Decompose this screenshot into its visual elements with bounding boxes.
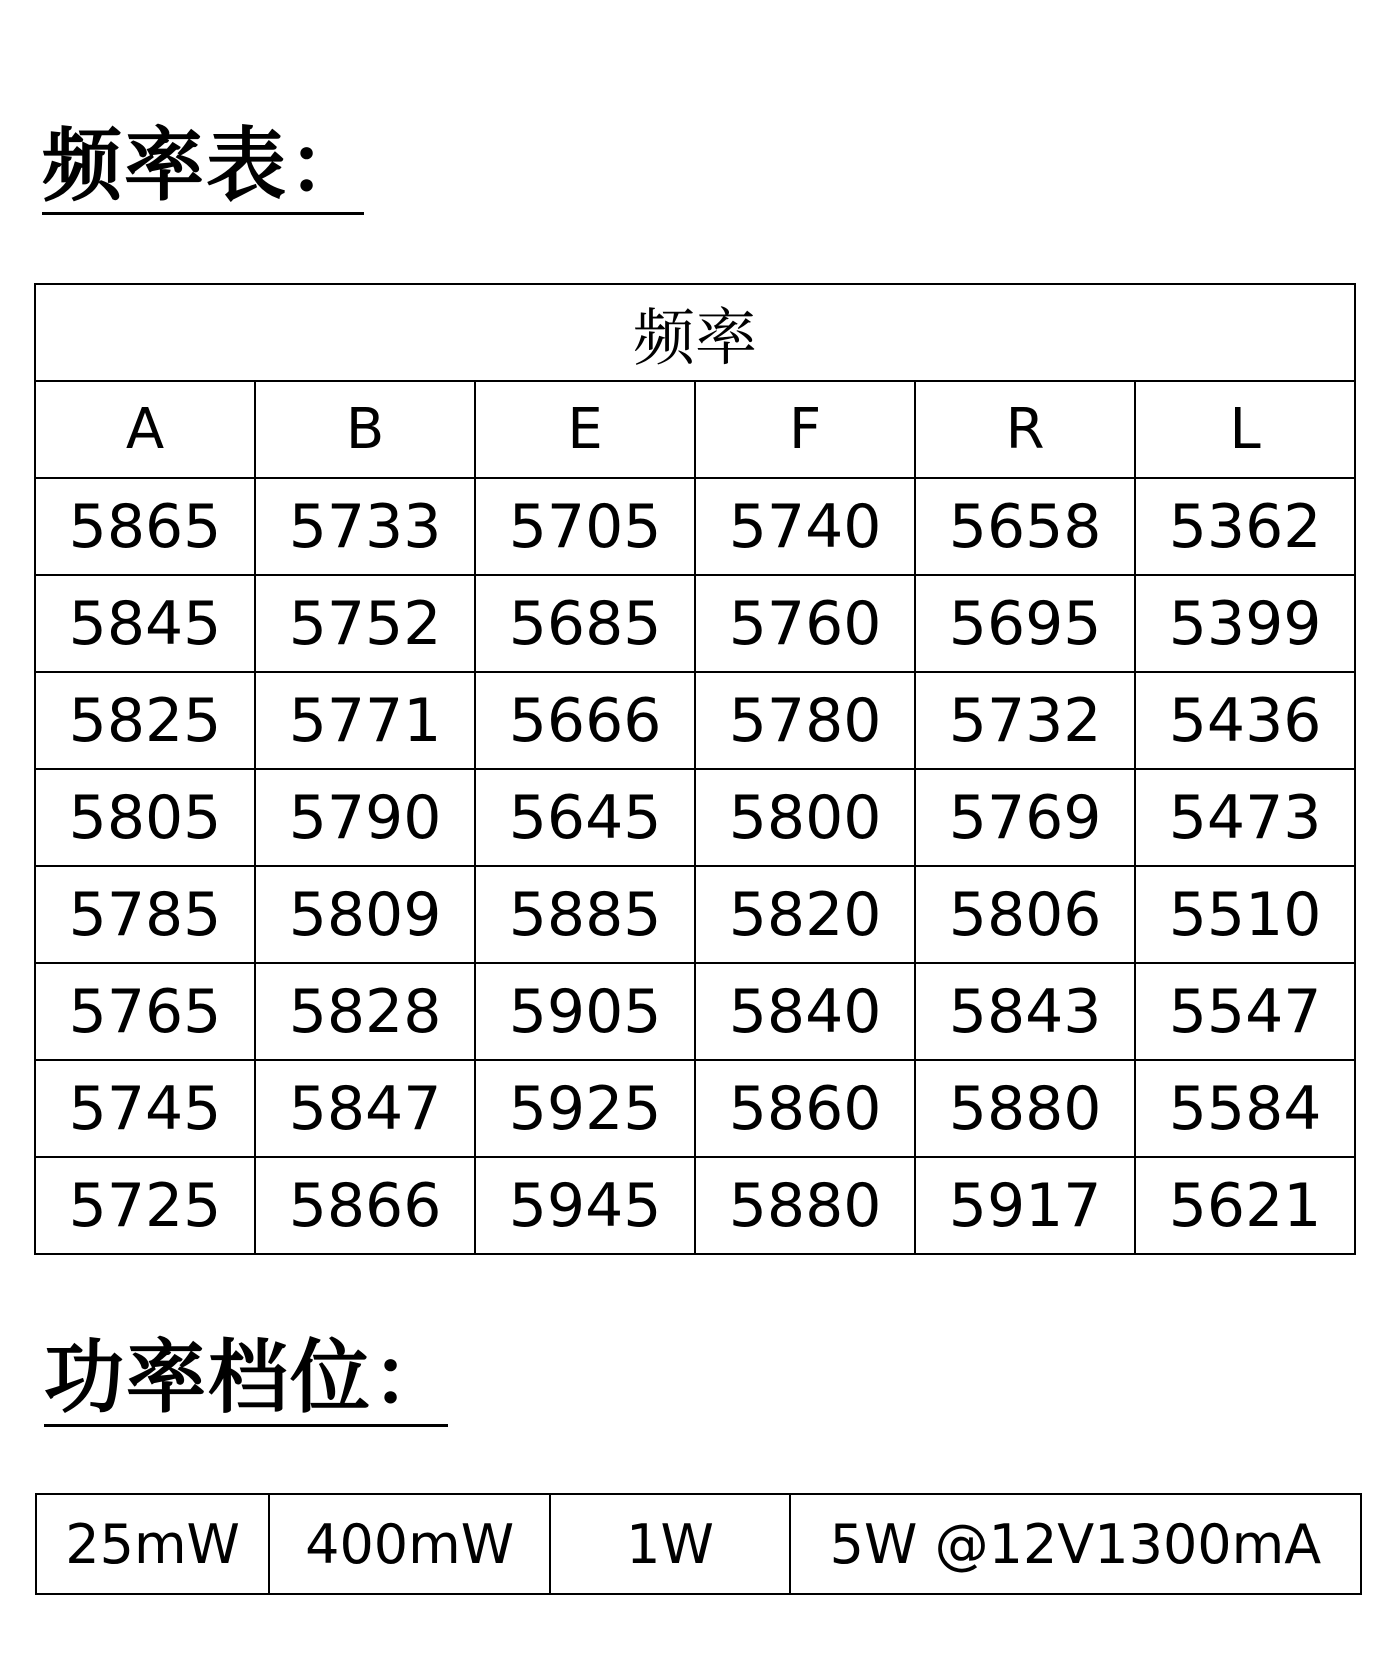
power-levels-title: 功率档位： xyxy=(44,1338,448,1427)
band-column-header: R xyxy=(915,381,1135,478)
frequency-cell: 5436 xyxy=(1135,672,1355,769)
power-levels-table xyxy=(35,1493,1362,1595)
frequency-cell: 5510 xyxy=(1135,866,1355,963)
frequency-cell: 5790 xyxy=(255,769,475,866)
frequency-cell: 5860 xyxy=(695,1060,915,1157)
band-column-header: E xyxy=(475,381,695,478)
frequency-cell: 5828 xyxy=(255,963,475,1060)
table-row xyxy=(35,963,1355,1060)
band-column-row xyxy=(35,381,1355,478)
table-row xyxy=(35,1157,1355,1254)
frequency-cell: 5745 xyxy=(35,1060,255,1157)
frequency-cell: 5865 xyxy=(35,478,255,575)
frequency-table-title: 频率表： xyxy=(42,126,364,215)
frequency-cell: 5695 xyxy=(915,575,1135,672)
power-levels-row xyxy=(36,1494,1361,1594)
band-column-header: A xyxy=(35,381,255,478)
frequency-cell: 5771 xyxy=(255,672,475,769)
frequency-cell: 5866 xyxy=(255,1157,475,1254)
power-level-cell: 1W xyxy=(550,1494,790,1594)
power-level-cell: 400mW xyxy=(269,1494,550,1594)
frequency-cell: 5880 xyxy=(915,1060,1135,1157)
table-row xyxy=(35,478,1355,575)
band-column-header: F xyxy=(695,381,915,478)
frequency-table xyxy=(34,283,1356,1255)
frequency-cell: 5733 xyxy=(255,478,475,575)
power-level-cell: 5W @12V1300mA xyxy=(790,1494,1361,1594)
band-column-header: L xyxy=(1135,381,1355,478)
frequency-cell: 5725 xyxy=(35,1157,255,1254)
frequency-cell: 5840 xyxy=(695,963,915,1060)
frequency-cell: 5473 xyxy=(1135,769,1355,866)
frequency-cell: 5547 xyxy=(1135,963,1355,1060)
frequency-cell: 5666 xyxy=(475,672,695,769)
frequency-cell: 5905 xyxy=(475,963,695,1060)
frequency-cell: 5785 xyxy=(35,866,255,963)
frequency-cell: 5621 xyxy=(1135,1157,1355,1254)
frequency-cell: 5809 xyxy=(255,866,475,963)
frequency-cell: 5780 xyxy=(695,672,915,769)
frequency-cell: 5658 xyxy=(915,478,1135,575)
frequency-cell: 5740 xyxy=(695,478,915,575)
frequency-cell: 5685 xyxy=(475,575,695,672)
frequency-cell: 5362 xyxy=(1135,478,1355,575)
table-row xyxy=(35,672,1355,769)
frequency-cell: 5705 xyxy=(475,478,695,575)
frequency-cell: 5843 xyxy=(915,963,1135,1060)
frequency-cell: 5885 xyxy=(475,866,695,963)
frequency-cell: 5752 xyxy=(255,575,475,672)
frequency-cell: 5917 xyxy=(915,1157,1135,1254)
frequency-cell: 5925 xyxy=(475,1060,695,1157)
frequency-cell: 5732 xyxy=(915,672,1135,769)
frequency-cell: 5584 xyxy=(1135,1060,1355,1157)
frequency-cell: 5806 xyxy=(915,866,1135,963)
frequency-cell: 5805 xyxy=(35,769,255,866)
frequency-cell: 5825 xyxy=(35,672,255,769)
frequency-header-row xyxy=(35,284,1355,381)
frequency-header: 频率 xyxy=(35,284,1355,381)
power-level-cell: 25mW xyxy=(36,1494,269,1594)
frequency-cell: 5800 xyxy=(695,769,915,866)
frequency-cell: 5399 xyxy=(1135,575,1355,672)
frequency-cell: 5765 xyxy=(35,963,255,1060)
frequency-cell: 5760 xyxy=(695,575,915,672)
frequency-cell: 5820 xyxy=(695,866,915,963)
frequency-cell: 5880 xyxy=(695,1157,915,1254)
table-row xyxy=(35,769,1355,866)
table-row xyxy=(35,1060,1355,1157)
table-row xyxy=(35,866,1355,963)
band-column-header: B xyxy=(255,381,475,478)
frequency-cell: 5769 xyxy=(915,769,1135,866)
frequency-cell: 5845 xyxy=(35,575,255,672)
frequency-cell: 5645 xyxy=(475,769,695,866)
table-row xyxy=(35,575,1355,672)
frequency-cell: 5847 xyxy=(255,1060,475,1157)
frequency-cell: 5945 xyxy=(475,1157,695,1254)
